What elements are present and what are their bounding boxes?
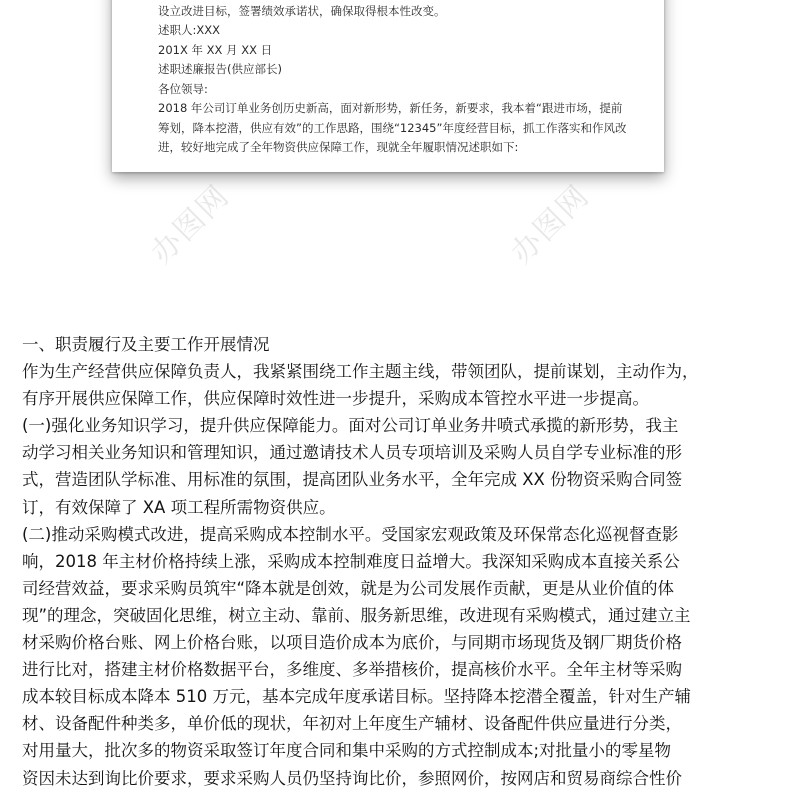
- preview-text-block: [158, 0, 654, 158]
- paragraph-line: 作为生产经营供应保障负责人，我紧紧围绕工作主题主线，带领团队，提前谋划，主动作为，: [22, 362, 699, 382]
- paragraph-line: 材采购价格台账、网上价格台账，以项目造价成本为底价，与同期市场现货及钢厂期货价格: [22, 633, 682, 653]
- paragraph-line: 对用量大，批次多的物资采取签订年度合同和集中采购的方式控制成本;对批量小的零星物: [22, 741, 672, 761]
- paragraph-line: 进行比对，搭建主材价格数据平台，多维度、多举措核价，提高核价水平。全年主材等采购: [22, 660, 682, 680]
- paragraph-line: 材、设备配件种类多，单价低的现状，年初对上年度生产辅材、设备配件供应量进行分类，: [22, 714, 682, 734]
- paragraph-line: 有序开展供应保障工作，供应保障时效性进一步提升，采购成本管控水平进一步提高。: [22, 389, 649, 409]
- paragraph-line: (二)推动采购模式改进，提高采购成本控制水平。受国家宏观政策及环保常态化巡视督查影: [22, 524, 679, 544]
- document-preview-card: [112, 0, 664, 172]
- paragraph-line: 动学习相关业务知识和管理知识，通过邀请技术人员专项培训及采购人员自学专业标准的形: [22, 443, 682, 463]
- preview-line: 进，较好地完成了全年物资供应保障工作，现就全年履职情况述职如下:: [158, 140, 519, 154]
- paragraph-line: 响，2018 年主材价格持续上涨，采购成本控制难度日益增大。我深知采购成本直接关系公: [22, 551, 680, 571]
- paragraph-line: 司经营效益，要求采购员筑牢“降本就是创效，就是为公司发展作贡献，更是从业价值的体: [22, 578, 675, 598]
- preview-line: 设立改进目标，签署绩效承诺状，确保取得根本性改变。: [158, 3, 446, 18]
- paragraph-line: 资因未达到询比价要求，要求采购人员仍坚持询比价，参照网价，按网店和贸易商综合性价: [22, 768, 682, 788]
- paragraph-line: (一)强化业务知识学习，提升供应保障能力。面对公司订单业务井喷式承揽的新形势，我主: [22, 416, 679, 436]
- section-heading: 一、职责履行及主要工作开展情况: [22, 335, 270, 354]
- article-body: [22, 331, 782, 792]
- watermark: 办图网: [504, 178, 597, 271]
- paragraph-line: 式，营造团队学标准、用标准的氛围，提高团队业务水平，全年完成 XX 份物资采购合同签: [22, 470, 683, 490]
- watermark: 办图网: [144, 178, 237, 271]
- preview-date: 201X 年 XX 月 XX 日: [158, 42, 273, 57]
- paragraph-line: 订，有效保障了 XA 项工程所需物资供应。: [22, 497, 336, 517]
- preview-report-title: 述职述廉报告(供应部长): [158, 62, 282, 76]
- preview-line: 2018 年公司订单业务创历史新高，面对新形势，新任务，新要求，我本着“跟进市场，提前: [158, 101, 623, 115]
- preview-line: 筹划，降本挖潜，供应有效”的工作思路，围绕“12345”年度经营目标，抓工作落实和作风改: [158, 120, 627, 135]
- paragraph-line: 成本较目标成本降本 510 万元，基本完成年度承诺目标。坚持降本挖潜全覆盖，针对生产辅: [22, 687, 691, 707]
- preview-signer: 述职人:XXX: [158, 23, 221, 37]
- paragraph-line: 现”的理念，突破固化思维，树立主动、靠前、服务新思维，改进现有采购模式，通过建立主: [22, 605, 691, 625]
- preview-salutation: 各位领导:: [158, 81, 208, 96]
